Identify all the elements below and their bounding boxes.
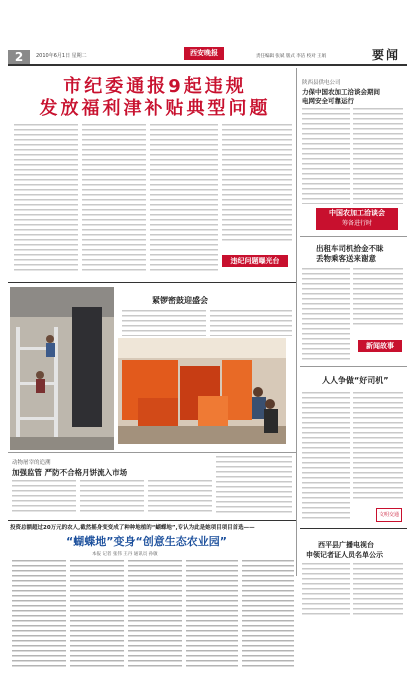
bottom-body-col2 xyxy=(70,560,124,670)
bottom-headline: “蝴蝶地”变身“创意生态农业园” xyxy=(66,535,227,548)
right-bottom-title-line1: 西平县广播电视台 xyxy=(318,541,374,549)
photo-bottom-rule xyxy=(8,452,296,453)
right-rule-3 xyxy=(300,528,407,529)
lead-body-col1 xyxy=(14,124,78,272)
feature-title: 紧锣密鼓迎盛会 xyxy=(152,296,208,305)
feature-rule xyxy=(8,282,296,283)
market-body-d xyxy=(216,456,292,514)
bottom-body-col3 xyxy=(128,560,182,670)
bottom-kicker: 投资总额超过20万元的农人,截然摇身变变成了种种地植的“蝴蝶地”,专认为此是她项目项目首选—— xyxy=(10,525,255,531)
right-mid-title-line2: 丢物乘客送来谢意 xyxy=(316,254,376,263)
lead-body-col4 xyxy=(222,124,292,242)
right-bottom-title-line2: 申领记者证人员名单公示 xyxy=(306,551,383,559)
right-top-title-line2: 电网安全可靠运行 xyxy=(302,97,354,105)
bottom-story-rule xyxy=(8,520,296,521)
right-rule-2 xyxy=(300,366,407,367)
paper-logo: 西安晚报 xyxy=(184,47,224,60)
bottom-body-col4 xyxy=(186,560,238,670)
lead-headline-line1: 市纪委通报9起违规 xyxy=(63,76,247,97)
scaffold-photo-art xyxy=(10,287,114,450)
right-mid-body-b xyxy=(353,268,403,328)
lead-headline-line2: 发放福利津补贴典型问题 xyxy=(39,98,271,119)
lead-body-col2 xyxy=(82,124,146,272)
page-number: 2 xyxy=(8,50,30,64)
bottom-byline: 本报 记者 张伟 王丹 通讯员 孙敏 xyxy=(92,552,158,557)
right-rule-1 xyxy=(300,236,407,237)
exhibition-photo xyxy=(118,338,286,444)
civility-stamp: 文明交通 xyxy=(376,508,402,522)
right-top-body-b xyxy=(353,108,403,204)
right-low-body-a xyxy=(302,392,350,522)
right-top-body-a xyxy=(302,108,350,204)
right-mid-title-line1: 出租车司机拾金不昧 xyxy=(316,244,384,253)
violation-tag: 违纪问题曝光台 xyxy=(222,255,288,267)
fair-banner-line2: 筹备进行时 xyxy=(341,220,372,227)
market-headline: 加强监管 严防不合格月饼流入市场 xyxy=(12,468,128,477)
right-top-kicker: 陕西县供电公司 xyxy=(302,80,341,86)
right-bottom-body-b xyxy=(353,563,403,615)
fair-banner-line1: 中国农加工洽谈会 xyxy=(329,209,385,217)
market-body-c xyxy=(148,480,212,514)
market-body-b xyxy=(80,480,144,514)
news-story-tag: 新闻故事 xyxy=(358,340,402,352)
right-low-title: 人人争做“好司机” xyxy=(322,376,389,385)
feature-caption-a xyxy=(122,310,206,336)
column-rule xyxy=(296,68,297,576)
market-kicker: 动物屠宰的追溯 xyxy=(12,460,51,466)
scaffold-photo xyxy=(10,287,114,450)
right-mid-body-a xyxy=(302,268,350,360)
lead-body-col3 xyxy=(150,124,218,272)
market-body-a xyxy=(12,480,76,514)
section-title: 要闻 xyxy=(372,48,401,62)
right-top-title-line1: 力保中国农加工洽谈会期间 xyxy=(302,88,380,96)
date-line: 2010年6月1日 星期二 xyxy=(36,53,87,59)
feature-caption-b xyxy=(210,310,292,336)
right-bottom-body-a xyxy=(302,563,350,615)
masthead-rule xyxy=(8,64,407,66)
right-low-body-b xyxy=(353,392,403,500)
fair-banner xyxy=(316,208,398,230)
editor-line: 责任编辑 张斌 版式 李洁 校对 王娟 xyxy=(256,54,327,59)
bottom-body-col5 xyxy=(242,560,294,670)
exhibition-photo-art xyxy=(118,338,286,444)
bottom-body-col1 xyxy=(12,560,66,670)
